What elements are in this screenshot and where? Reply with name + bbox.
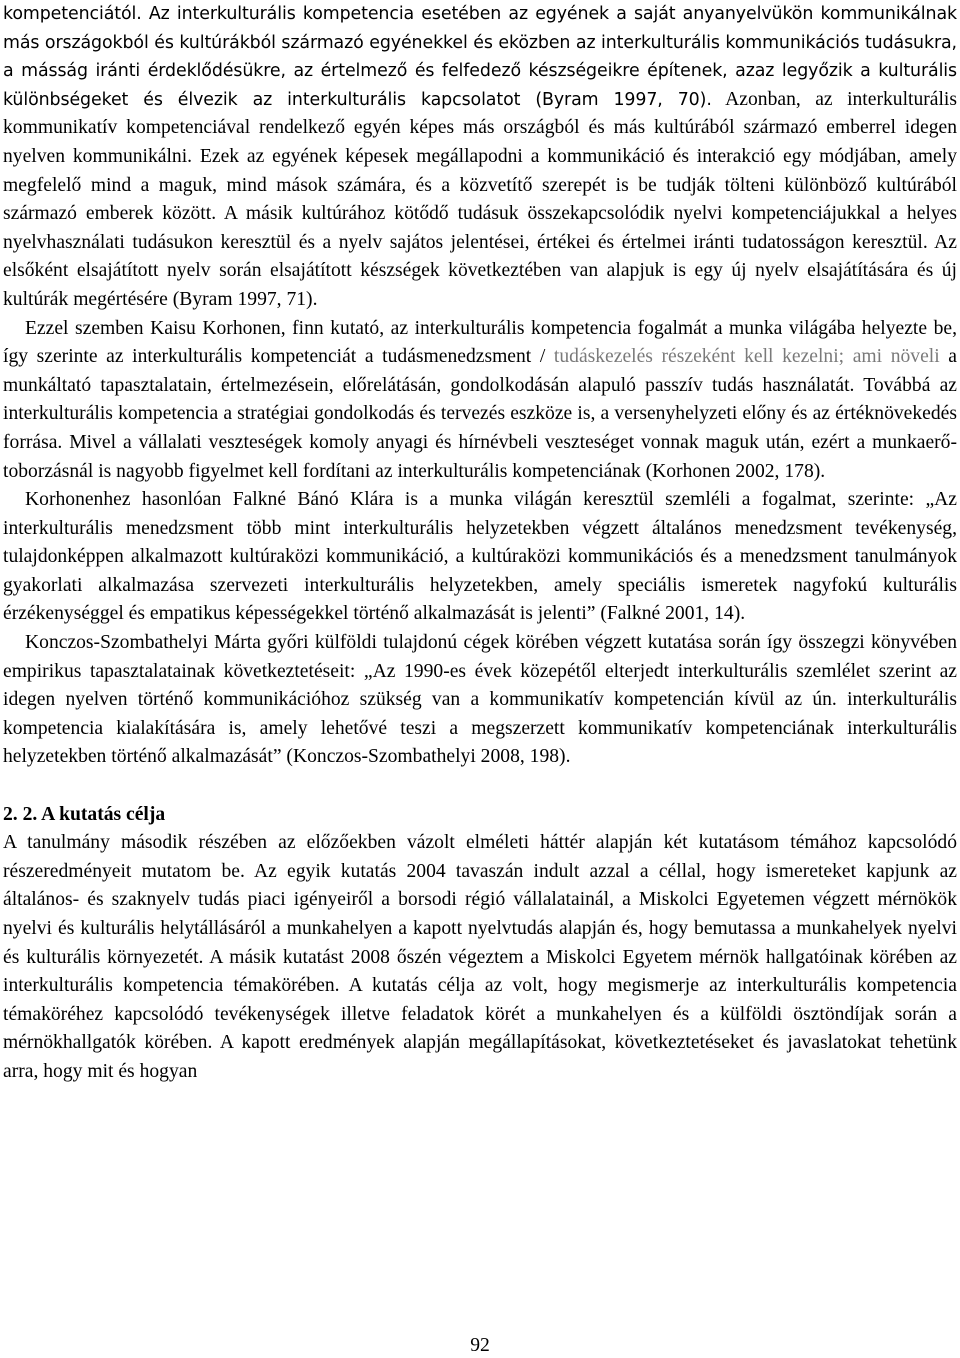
section-heading: 2. 2. A kutatás célja [3, 803, 166, 825]
paragraph-2 [3, 315, 957, 487]
paragraph-5: A tanulmány második részében az előzőekben vázolt elméleti háttér alapján két kutatásom témához kapcsolódó részeredményeit mutatom be. Az egyik kutatás 2004 tavaszán indult azzal a céllal, hogy ismereteket kapjunk az általános- és szaknyelv tudás piaci igényeiről a borsodi régió vállalatainál, a Miskolci Egyetemen végzett mérnökök nyelvi és kulturális helytállásáról a munkahelyen a kapott nyelvtudás alapján és, hogy bemutassa a munkahelyek nyelvi és kulturális környezetét. A másik kutatást 2008 őszén végeztem a Miskolci Egyetem mérnök hallgatóinak körében az interkulturális kompetencia témakörében. A kutatás célja az volt, hogy megismerje az interkulturális kompetencia témaköréhez kapcsolódó tevékenységek illetve feladatok körét a munkahelyen és a külföldi ösztöndíjak során a mérnökhallgatók körében. A kapott eredmények alapján megállapításokat, következtetéseket és javaslatokat tehetünk arra, hogy mit és hogyan [3, 832, 957, 1082]
paragraph-2-part-b: a munkáltató tapasztalatain, értelmezésein, előrelátásán, gondolkodásán alapuló passzív tudás használatát. Továbbá az interkulturális kompetencia a stratégiai gondolkodás és tervezés eszköze is, a versenyhelyzeti előny és az értéknövekedés forrása. Mivel a vállalati veszteségek komoly anyagi és hírnévbeli veszteséget vonnak maguk után, ezért a munkaerő-toborzásnál is nagyobb figyelmet kell fordítani az interkulturális kompetenciának (Korhonen 2002, 178). [3, 346, 957, 482]
paragraph-4: Konczos-Szombathelyi Márta győri külföldi tulajdonú cégek körében végzett kutatása során így összegzi könyvében empirikus tapasztalatainak következtetéseit: „Az 1990-es évek közepétől elterjedt interkulturális szemlélet szerint az idegen nyelven történő kommunikációhoz szükség van a kommunikatív kompetencián kívül az ún. interkulturális kompetencia kialakítására is, amely lehetővé teszi a megszerzett kommunikatív kompetenciának interkulturális helyzetekben történő alkalmazását” (Konczos-Szombathelyi 2008, 198). [3, 632, 957, 768]
paragraph-2-gray-part: tudáskezelés részeként kell kezelni; ami növeli [553, 346, 940, 368]
paragraph-1-part-c: Ezek az egyének képesek megállapodni a kommunikáció és interakció egy módjában, amely megfelelő mind a maguk, mind mások számára, és a közvetítő szerepét is be tudják tölteni különböző kultúrából származó emberek között. A másik kultúrához kötődő tudásuk összekapcsolódik nyelvi kompetenciájukkal a helyes nyelvhasználati tudásukon keresztül és a nyelv sajátos jelentései, értékei és értelmei iránti tudatosságon keresztül. Az elsőként elsajátított nyelv során elsajátított készségek következtében van alapjuk is egy új nyelv elsajátítására és új kultúrák megértésére (Byram 1997, 71). [3, 145, 957, 310]
paragraph-1-sans-part: kompetenciától. Az interkulturális kompetencia esetében az egyének a saját anyanyelvükön kommunikálnak más országokból és kultúrákból származó egyénekkel és eközben az interkulturális kommunikációs tudásukra, a másság iránti érdeklődésükre, az értelmező és felfedező készségeikre építenek, azaz legyőzik a kulturális különbségeket és élvezik az interkulturális kapcsolatot (Byram 1997, 70). [3, 4, 957, 110]
paragraph-1-part-b: Azonban, az interkulturális kommunikatív kompetenciával rendelkező egyén képes más országból és más kultúrából származó emberrel idegen nyelven kommunikálni. [3, 88, 957, 167]
body-text [3, 0, 957, 1087]
page-number: 92 [470, 1335, 490, 1356]
paragraph-3: Korhonenhez hasonlóan Falkné Bánó Klára is a munka világán keresztül szemléli a fogalmat, szerinte: „Az interkulturális menedzsment több mint interkulturális helyzetekben végzett általános menedzsment tevékenység, tulajdonképpen alkalmazott kultúraközi kommunikáció, a kultúraközi kommunikációs és a menedzsment tanulmányok gyakorlati alkalmazása szervezeti interkulturális helyzetekben, amely speciális ismeretek nagyfokú kulturális érzékenységgel és empatikus képességekkel történő alkalmazását is jelenti” (Falkné 2001, 14). [3, 489, 957, 625]
paragraph-1 [3, 0, 957, 315]
paragraph-2-part-a: Ezzel szemben Kaisu Korhonen, finn kutató, az interkulturális kompetencia fogalmát a munka világába helyezte be, így szerinte az interkulturális kompetenciát a tudásmenedzsment / [3, 317, 957, 368]
